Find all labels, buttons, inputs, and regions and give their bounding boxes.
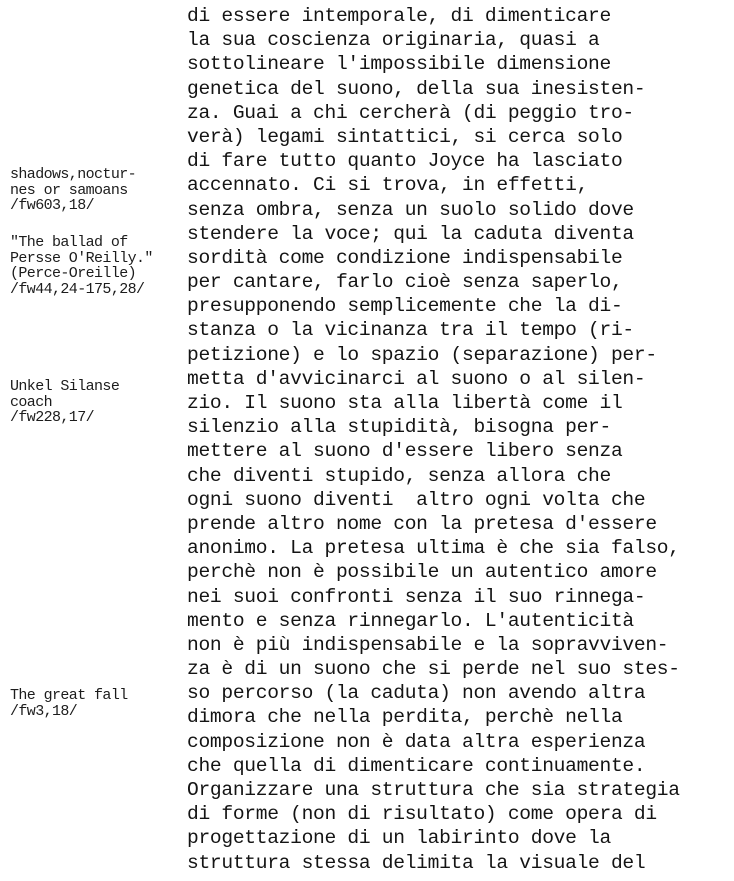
body-line: genetica del suono, della sua inesisten- bbox=[187, 77, 646, 100]
body-line: composizione non è data altra esperienza bbox=[187, 730, 646, 753]
margin-note-line: /fw603,18/ bbox=[10, 197, 95, 214]
body-line: per cantare, farlo cioè senza saperlo, bbox=[187, 271, 623, 294]
body-line: stanza o la vicinanza tra il tempo (ri- bbox=[187, 319, 634, 342]
margin-note-shadows bbox=[10, 167, 136, 214]
margin-note-line: /fw228,17/ bbox=[10, 409, 95, 426]
margin-note-line: Persse O'Reilly." bbox=[10, 249, 153, 267]
body-line: presupponendo semplicemente che la di- bbox=[187, 295, 623, 318]
body-line: che quella di dimenticare continuamente. bbox=[187, 754, 646, 777]
body-line: struttura stessa delimita la visuale del bbox=[187, 851, 646, 874]
main-body-text bbox=[187, 4, 732, 875]
body-line: petizione) e lo spazio (separazione) per- bbox=[187, 343, 657, 366]
margin-note-line: /fw3,18/ bbox=[10, 702, 78, 720]
margin-note-line: shadows,noctur- bbox=[10, 166, 137, 183]
margin-note-unkel-silanse bbox=[10, 379, 119, 426]
body-line: perchè non è possibile un autentico amore bbox=[187, 561, 657, 584]
body-line: dimora che nella perdita, perchè nella bbox=[187, 706, 623, 729]
body-line: non è più indispensabile e la sopravviven- bbox=[187, 633, 669, 656]
body-line: za è di un suono che si perde nel suo stes- bbox=[187, 658, 680, 681]
body-line: mettere al suono d'essere libero senza bbox=[187, 440, 623, 463]
body-line: silenzio alla stupidità, bisogna per- bbox=[187, 416, 611, 439]
body-line: mento e senza rinnegarlo. L'autenticità bbox=[187, 609, 634, 632]
margin-note-great-fall bbox=[10, 688, 128, 719]
body-line: di fare tutto quanto Joyce ha lasciato bbox=[187, 150, 623, 173]
body-line: za. Guai a chi cercherà (di peggio tro- bbox=[187, 101, 634, 124]
body-line: la sua coscienza originaria, quasi a bbox=[187, 29, 600, 52]
body-line: zio. Il suono sta alla libertà come il bbox=[187, 392, 623, 414]
body-line: Organizzare una struttura che sia strategia bbox=[187, 779, 680, 801]
body-line: sottolineare l'impossibile dimensione bbox=[187, 53, 611, 76]
margin-note-line: Unkel Silanse bbox=[10, 378, 120, 395]
body-line: senza ombra, senza un suolo solido dove bbox=[187, 198, 634, 221]
margin-note-line: nes or samoans bbox=[10, 181, 128, 199]
body-line: progettazione di un labirinto dove la bbox=[187, 827, 611, 850]
body-line: stendere la voce; qui la caduta diventa bbox=[187, 222, 634, 245]
body-line: metta d'avvicinarci al suono o al silen- bbox=[187, 367, 646, 390]
margin-note-line: /fw44,24-175,28/ bbox=[10, 280, 145, 298]
body-line: so percorso (la caduta) non avendo altra bbox=[187, 682, 646, 705]
margin-note-line: "The ballad of bbox=[10, 234, 128, 251]
margin-note-line: (Perce-Oreille) bbox=[10, 265, 137, 282]
body-line: di essere intemporale, di dimenticare bbox=[187, 5, 611, 27]
body-line: accennato. Ci si trova, in effetti, bbox=[187, 174, 589, 197]
body-line: nei suoi confronti senza il suo rinnega- bbox=[187, 585, 646, 608]
body-line: verà) legami sintattici, si cerca solo bbox=[187, 125, 623, 148]
margin-note-line: coach bbox=[10, 393, 53, 411]
body-line: che diventi stupido, senza allora che bbox=[187, 464, 611, 487]
body-line: anonimo. La pretesa ultima è che sia falso, bbox=[187, 537, 680, 560]
body-line: prende altro nome con la pretesa d'essere bbox=[187, 512, 657, 535]
margin-note-ballad bbox=[10, 235, 153, 297]
body-line: ogni suono diventi altro ogni volta che bbox=[187, 488, 646, 511]
body-line: di forme (non di risultato) come opera di bbox=[187, 803, 657, 826]
margin-note-line: The great fall bbox=[10, 687, 128, 704]
body-line: sordità come condizione indispensabile bbox=[187, 246, 623, 269]
